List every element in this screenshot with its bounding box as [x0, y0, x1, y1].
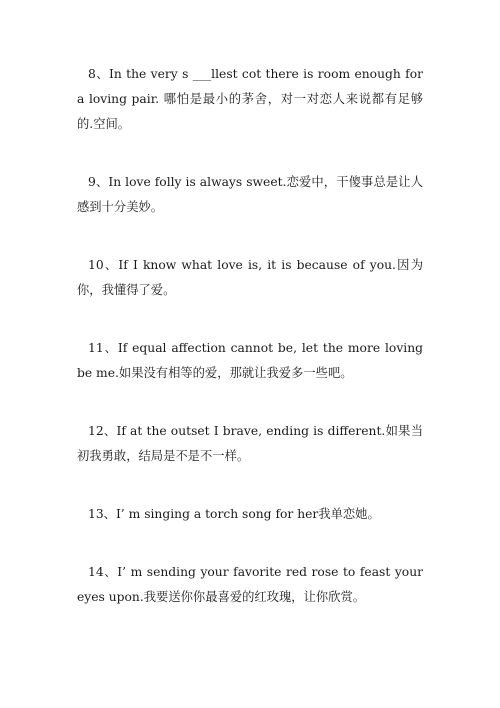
document-page [77, 62, 423, 643]
entry-10: 10、If I know what love is, it is because of you.因为你，我懂得了爱。 [77, 258, 423, 297]
entry-8: 8、In the very s ___llest cot there is room enough for a loving pair. 哪怕是最小的茅舍，对一对恋人来说都有足够的.空间。 [77, 67, 423, 131]
entry-11: 11、If equal affection cannot be, let the more loving be me.如果没有相等的爱，那就让我爱多一些吧。 [77, 341, 423, 380]
entry-12: 12、If at the outset I brave, ending is different.如果当初我勇敢，结局是不是不一样。 [77, 424, 423, 463]
entry-9: 9、In love folly is always sweet.恋爱中，干傻事总是让人感到十分美妙。 [77, 175, 423, 214]
entry-13: 13、I’ m singing a torch song for her我单恋她。 [88, 507, 380, 521]
entry-14: 14、I’ m sending your favorite red rose to feast your eyes upon.我要送你你最喜爱的红玫瑰，让你欣赏。 [77, 565, 423, 604]
